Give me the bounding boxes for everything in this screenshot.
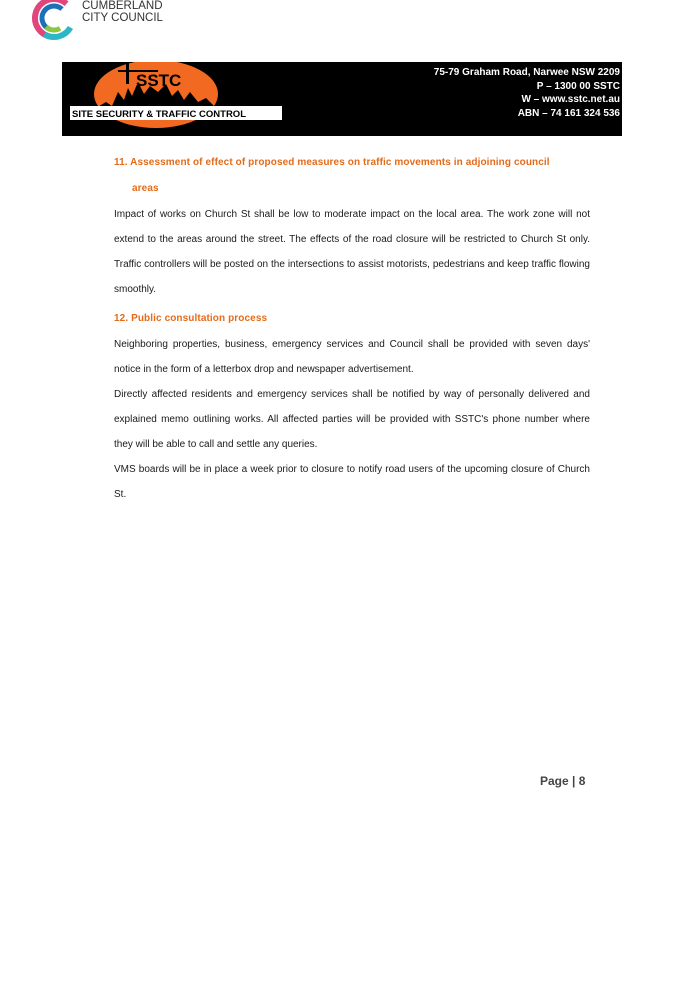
sstc-contact-block (434, 62, 620, 120)
contact-abn: ABN – 74 161 324 536 (517, 107, 620, 119)
section-12-paragraph-1: Neighboring properties, business, emergency services and Council shall be provided with seven days' notice in the form of a letterbox drop and newspaper advertisement. (114, 339, 590, 375)
section-12-paragraph-3: VMS boards will be in place a week prior to closure to notify road users of the upcoming closure of Church St. (114, 464, 590, 500)
section-11-paragraph: Impact of works on Church St shall be low to moderate impact on the local area. The work zone will not extend to the areas around the street. The effects of the road closure will be restricted to Church St only. Traffic controllers will be posted on the intersections to assist motorists, pedestrians and keep traffic flowing smoothly. (114, 209, 590, 295)
footer-cut-text (190, 795, 490, 800)
contact-phone: P – 1300 00 SSTC (536, 80, 620, 92)
document-body (114, 150, 590, 507)
council-header (30, 0, 230, 40)
sstc-logo-text: SSTC (136, 71, 182, 90)
contact-address: 75-79 Graham Road, Narwee NSW 2209 (433, 67, 620, 78)
sstc-logo-graphic (66, 62, 286, 136)
council-name-line1: CUMBERLAND (82, 0, 163, 12)
page-number: Page | 8 (540, 774, 586, 788)
council-name (82, 0, 163, 24)
section-11-heading: 11. Assessment of effect of proposed measures on traffic movements in adjoining council areas (114, 157, 550, 194)
section-12-heading: 12. Public consultation process (114, 313, 268, 324)
contact-web: W – www.sstc.net.au (521, 94, 620, 105)
council-name-line2: CITY COUNCIL (82, 12, 163, 24)
council-logo-icon (30, 0, 78, 42)
sstc-tagline: SITE SECURITY & TRAFFIC CONTROL (72, 109, 246, 120)
section-12-paragraph-2: Directly affected residents and emergency services shall be notified by way of personally delivered and explained memo outlining works. All affected parties will be provided with SSTC's phone number where they will be able to call and settle any queries. (114, 389, 590, 450)
sstc-banner (62, 62, 622, 136)
